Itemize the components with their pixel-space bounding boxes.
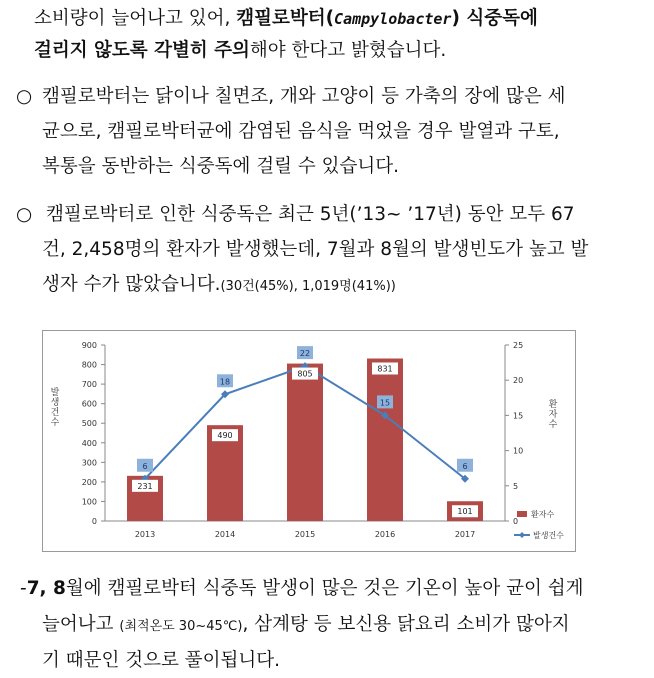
y2-tick-label: 5 [513, 481, 519, 491]
y-tick-label: 900 [81, 341, 97, 350]
y2-axis-title: 환 자 수 [548, 400, 558, 430]
y2-tick-label: 15 [513, 411, 524, 421]
y-tick-label: 500 [81, 419, 97, 429]
legend-label: 발생건수 [533, 531, 564, 540]
text-segment: 생자 수가 많았습니다. [42, 274, 221, 295]
bullet-1-line-2: 균으로, 캠필로박터균에 감염된 음식을 먹었을 경우 발열과 구토, [42, 121, 560, 142]
bullet-2-line-1: 캠필로박터로 인한 식중독은 최근 5년(’13~ ’17년) 동안 모두 67 [46, 204, 575, 225]
highlight-text: 캠필로박터( [236, 8, 335, 29]
temperature-note: (최적온도 30~45℃) [119, 619, 243, 634]
x-tick-label: 2016 [374, 530, 396, 539]
y-tick-label: 100 [81, 497, 97, 507]
bar [367, 358, 403, 521]
y-tick-label: 600 [81, 399, 97, 409]
text-segment: 늘어나고 [42, 614, 120, 635]
stat-note: (30건(45%), 1,019명(41%)) [220, 279, 396, 294]
line-data-label: 15 [379, 398, 391, 408]
bullet-2-line-2: 건, 2,458명의 환자가 발생했는데, 7월과 8월의 발생빈도가 높고 발 [42, 239, 589, 260]
y-tick-label: 200 [81, 477, 97, 487]
text-segment: , 삼계탕 등 보신용 닭요리 소비가 많아지 [242, 614, 570, 635]
bar [287, 364, 323, 521]
paragraph-line-1 [34, 6, 538, 32]
legend-label: 환자수 [531, 510, 555, 519]
chart-container [42, 330, 576, 552]
highlight-text: ) 식중독에 [451, 8, 538, 29]
line-data-label: 6 [142, 461, 148, 471]
highlight-text: 걸리지 않도록 각별히 주의 [34, 40, 250, 61]
dash-marker: - [20, 578, 27, 599]
note-line-2 [42, 612, 570, 640]
legend-swatch [517, 511, 527, 517]
bar-data-label: 490 [217, 431, 233, 441]
note-line-3: 기 때문인 것으로 풀이됩니다. [42, 650, 280, 671]
x-tick-label: 2013 [134, 530, 156, 539]
y-tick-label: 800 [81, 360, 97, 370]
y2-tick-label: 0 [513, 517, 519, 526]
y-axis-title: 발 생 건 수 [50, 388, 60, 428]
bar-data-label: 231 [137, 481, 153, 491]
line-data-label: 18 [219, 377, 231, 387]
latin-name: Campylobacter [334, 10, 452, 28]
bullet-1-line-3: 복통을 동반하는 식중독에 걸릴 수 있습니다. [42, 156, 399, 177]
y2-tick-label: 10 [513, 446, 524, 456]
x-tick-label: 2014 [214, 530, 236, 539]
text-segment: 해야 한다고 밝혔습니다. [249, 40, 447, 61]
bullet-2-line-3 [42, 272, 396, 300]
y-tick-label: 300 [81, 458, 97, 468]
bullet-1-line-1: 캠필로박터는 닭이나 칠면조, 개와 고양이 등 가축의 장에 많은 세 [42, 86, 566, 107]
text-segment: 소비량이 늘어나고 있어, [34, 8, 237, 29]
y-tick-label: 400 [81, 438, 97, 448]
highlight-text: 7, 8 [26, 578, 66, 599]
bullet-marker: ○ [16, 204, 33, 225]
combo-chart [43, 331, 575, 551]
x-tick-label: 2015 [294, 530, 316, 539]
y-tick-label: 700 [81, 380, 97, 390]
x-tick-label: 2017 [454, 530, 476, 539]
note-line-1 [20, 576, 583, 602]
line-data-label: 6 [462, 461, 468, 471]
bullet-marker: ○ [16, 86, 33, 107]
y2-tick-label: 25 [513, 341, 524, 350]
bar-data-label: 805 [297, 369, 313, 379]
bar-data-label: 101 [457, 507, 473, 517]
legend-marker [519, 532, 525, 538]
y2-tick-label: 20 [513, 376, 524, 386]
paragraph-line-2 [34, 38, 446, 64]
bar-data-label: 831 [377, 364, 393, 374]
text-segment: 월에 캠필로박터 식중독 발생이 많은 것은 기온이 높아 균이 쉽게 [65, 578, 584, 599]
y-tick-label: 0 [91, 517, 97, 526]
line-data-label: 22 [299, 349, 311, 359]
